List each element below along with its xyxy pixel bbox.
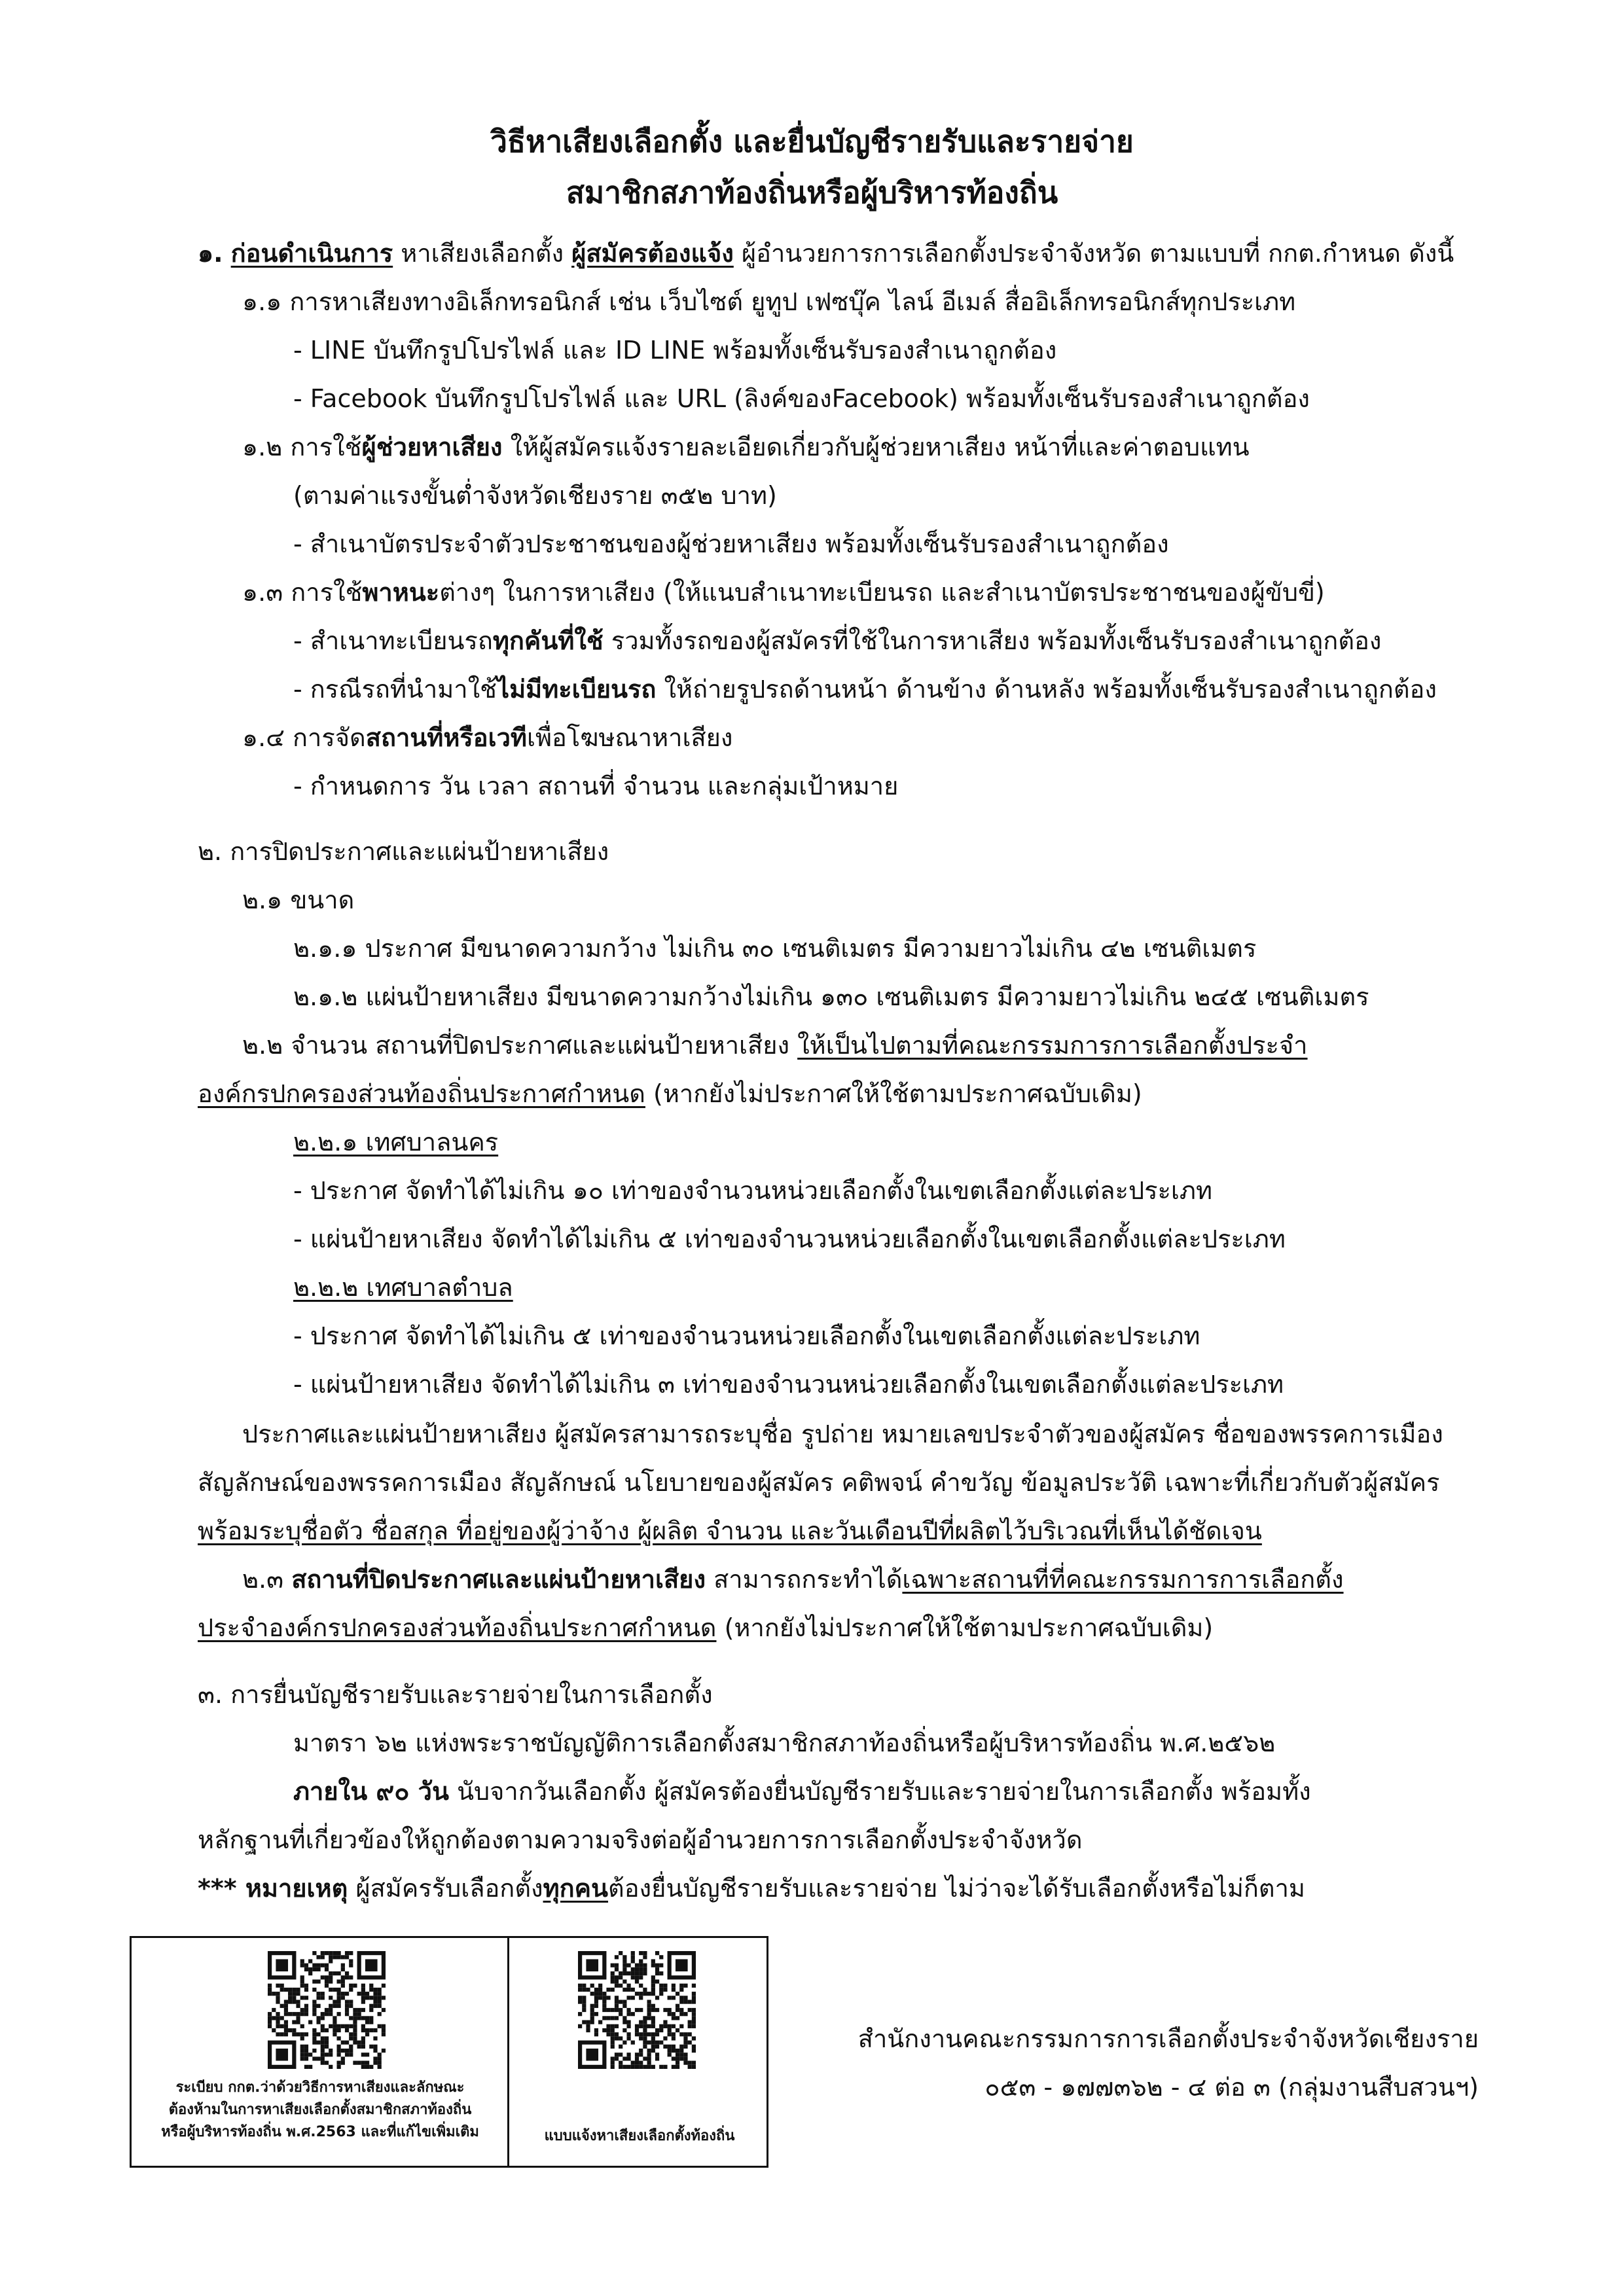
item-1-2-pre: ๑.๒ การใช้: [242, 433, 362, 461]
item-1-3a-pre: - สำเนาทะเบียนรถ: [293, 626, 493, 655]
section-1-number: ๑.: [198, 239, 223, 268]
section-3-within-2: หลักฐานที่เกี่ยวข้องให้ถูกต้องตามความจริงต่อผู้อำนวยการการเลือกตั้งประจำจังหวัด: [198, 1825, 1083, 1854]
note-post: ต้องยื่นบัญชีรายรับและรายจ่าย ไม่ว่าจะได้รับเลือกตั้งหรือไม่ก็ตาม: [608, 1874, 1305, 1903]
footer-office: สำนักงานคณะกรรมการการเลือกตั้งประจำจังหวัดเชียงราย: [857, 2024, 1479, 2053]
section-3-within: [293, 1775, 1311, 1808]
item-1-4: [242, 721, 733, 754]
qr-box-divider: [507, 1938, 509, 2166]
item-2-3-line-2: [198, 1611, 1213, 1644]
item-2-2-1-heading: ๒.๒.๑ เทศบาลนคร: [293, 1128, 499, 1157]
regulation-qr-caption: [138, 2077, 502, 2144]
item-2-3-mid: สามารถกระทำได้: [706, 1565, 903, 1594]
item-1-3-post: ต่างๆ ในการหาเสียง (ให้แนบสำเนาทะเบียนรถ และสำเนาบัตรประชาชนของผู้ขับขี่): [439, 578, 1325, 607]
campaign-form-qr-caption: แบบแจ้งหาเสียงเลือกตั้งท้องถิ่น: [544, 2128, 735, 2144]
section-3-heading: ๓. การยื่นบัญชีรายรับและรายจ่ายในการเลือกตั้ง: [198, 1680, 713, 1709]
item-2-2-post: (หากยังไม่ประกาศให้ใช้ตามประกาศฉบับเดิม): [645, 1079, 1142, 1108]
item-2-2-line-2: [198, 1077, 1142, 1110]
item-2-2-underline-1: ให้เป็นไปตามที่คณะกรรมการการเลือกตั้งประจำ: [797, 1031, 1308, 1060]
item-1-2-wage: (ตามค่าแรงขั้นต่ำจังหวัดเชียงราย ๓๕๒ บาท): [293, 481, 777, 510]
item-2-2-2-sign: - แผ่นป้ายหาเสียง จัดทำได้ไม่เกิน ๓ เท่าของจำนวนหน่วยเลือกตั้งในเขตเลือกตั้งแต่ละประเภท: [293, 1370, 1284, 1399]
section-2-heading: ๒. การปิดประกาศและแผ่นป้ายหาเสียง: [198, 837, 609, 866]
item-2-3-underline-1: เฉพาะสถานที่ที่คณะกรรมการการเลือกตั้ง: [902, 1565, 1344, 1594]
item-2-2-line-1: [242, 1029, 1308, 1062]
paragraph-line-2: สัญลักษณ์ของพรรคการเมือง สัญลักษณ์ นโยบายของผู้สมัคร คติพจน์ คำขวัญ ข้อมูลประวัติ เฉพาะที่เกี่ยวกับตัวผู้สมัคร: [198, 1468, 1440, 1497]
item-1-1: ๑.๑ การหาเสียงทางอิเล็กทรอนิกส์ เช่น เว็บไซต์ ยูทูป เฟซบุ๊ค ไลน์ อีเมล์ สื่ออิเล็กทรอนิกส์ทุกประเภท: [242, 287, 1296, 316]
item-2-3-post: (หากยังไม่ประกาศให้ใช้ตามประกาศฉบับเดิม): [716, 1613, 1214, 1642]
section-1-text-a: หาเสียงเลือกตั้ง: [393, 239, 572, 268]
item-1-3-pre: ๑.๓ การใช้: [242, 578, 363, 607]
item-2-2-1-notice: - ประกาศ จัดทำได้ไม่เกิน ๑๐ เท่าของจำนวนหน่วยเลือกตั้งในเขตเลือกตั้งแต่ละประเภท: [293, 1176, 1212, 1205]
section-3-within-bold: ภายใน ๙๐ วัน: [293, 1777, 449, 1806]
regulation-caption-line-3: หรือผู้บริหารท้องถิ่น พ.ศ.2563 และที่แก้ไขเพิ่มเติม: [161, 2124, 479, 2140]
item-1-3-bold: พาหนะ: [362, 578, 440, 607]
section-3-law: มาตรา ๖๒ แห่งพระราชบัญญัติการเลือกตั้งสมาชิกสภาท้องถิ่นหรือผู้บริหารท้องถิ่น พ.ศ.๒๕๖๒: [293, 1729, 1276, 1757]
section-1-must-notify: ผู้สมัครต้องแจ้ง: [571, 239, 734, 268]
item-1-3a-post: รวมทั้งรถของผู้สมัครที่ใช้ในการหาเสียง พร้อมทั้งเซ็นรับรองสำเนาถูกต้อง: [603, 626, 1382, 655]
item-1-3-unregistered: [293, 673, 1437, 706]
section-1-lead: ก่อนดำเนินการ: [230, 239, 393, 268]
item-2-2-2-notice: - ประกาศ จัดทำได้ไม่เกิน ๕ เท่าของจำนวนหน่วยเลือกตั้งในเขตเลือกตั้งแต่ละประเภท: [293, 1321, 1200, 1350]
regulation-qr-code[interactable]: [268, 1951, 386, 2069]
paragraph-line-1: ประกาศและแผ่นป้ายหาเสียง ผู้สมัครสามารถระบุชื่อ รูปถ่าย หมายเลขประจำตัวของผู้สมัคร ชื่อของพรรคการเมือง: [242, 1420, 1443, 1448]
regulation-caption-line-2: ต้องห้ามในการหาเสียงเลือกตั้งสมาชิกสภาท้องถิ่น: [168, 2102, 472, 2118]
item-2-1-1: ๒.๑.๑ ประกาศ มีขนาดความกว้าง ไม่เกิน ๓๐ เซนติเมตร มีความยาวไม่เกิน ๔๒ เซนติเมตร: [293, 934, 1257, 963]
note-bold: *** หมายเหตุ: [198, 1874, 348, 1903]
note-underline: ทุกคน: [543, 1874, 609, 1903]
item-1-4-bold: สถานที่หรือเวที: [365, 723, 527, 752]
paragraph-line-3: พร้อมระบุชื่อตัว ชื่อสกุล ที่อยู่ของผู้ว่าจ้าง ผู้ผลิต จำนวน และวันเดือนปีที่ผลิตไว้บริเวณที่เห็นได้ชัดเจน: [198, 1516, 1262, 1545]
item-2-2-underline-2: องค์กรปกครองส่วนท้องถิ่นประกาศกำหนด: [198, 1079, 645, 1108]
item-1-3-registration: [293, 624, 1381, 657]
footer-phone: ๐๕๓ - ๑๗๗๓๖๒ - ๔ ต่อ ๓ (กลุ่มงานสืบสวนฯ): [984, 2073, 1479, 2102]
section-1-intro: [198, 237, 1454, 270]
qr-code-box: [130, 1936, 768, 2168]
item-1-2-bold: ผู้ช่วยหาเสียง: [361, 433, 503, 461]
section-1-text-b: ผู้อำนวยการการเลือกตั้งประจำจังหวัด ตามแบบที่ กกต.กำหนด ดังนี้: [733, 239, 1454, 268]
title-line-1: วิธีหาเสียงเลือกตั้ง และยื่นบัญชีรายรับและรายจ่าย: [490, 124, 1134, 159]
section-3-within-post: นับจากวันเลือกตั้ง ผู้สมัครต้องยื่นบัญชีรายรับและรายจ่ายในการเลือกตั้ง พร้อมทั้ง: [448, 1777, 1311, 1806]
note-mid: ผู้สมัครรับเลือกตั้ง: [348, 1874, 543, 1903]
item-1-3: [242, 576, 1325, 609]
item-2-2-pre: ๒.๒ จำนวน สถานที่ปิดประกาศและแผ่นป้ายหาเสียง: [242, 1031, 798, 1060]
regulation-caption-line-1: ระเบียบ กกต.ว่าด้วยวิธีการหาเสียงและลักษณะ: [175, 2079, 465, 2096]
item-1-3b-bold: ไม่มีทะเบียนรถ: [496, 675, 657, 704]
item-1-3a-bold: ทุกคันที่ใช้: [492, 626, 604, 655]
item-2-3-bold: สถานที่ปิดประกาศและแผ่นป้ายหาเสียง: [291, 1565, 706, 1594]
item-1-3b-post: ให้ถ่ายรูปรถด้านหน้า ด้านข้าง ด้านหลัง พร้อมทั้งเซ็นรับรองสำเนาถูกต้อง: [656, 675, 1437, 704]
item-1-2-post: ให้ผู้สมัครแจ้งรายละเอียดเกี่ยวกับผู้ช่วยหาเสียง หน้าที่และค่าตอบแทน: [502, 433, 1250, 461]
item-2-2-1-sign: - แผ่นป้ายหาเสียง จัดทำได้ไม่เกิน ๕ เท่าของจำนวนหน่วยเลือกตั้งในเขตเลือกตั้งแต่ละประเภท: [293, 1225, 1286, 1253]
item-2-3-underline-2: ประจำองค์กรปกครองส่วนท้องถิ่นประกาศกำหนด: [198, 1613, 717, 1642]
item-1-1-facebook: - Facebook บันทึกรูปโปรไฟล์ และ URL (ลิงค์ของFacebook) พร้อมทั้งเซ็นรับรองสำเนาถูกต้อง: [293, 384, 1310, 413]
item-1-4-post: เพื่อโฆษณาหาเสียง: [526, 723, 733, 752]
item-1-4-schedule: - กำหนดการ วัน เวลา สถานที่ จำนวน และกลุ่มเป้าหมาย: [293, 772, 899, 800]
campaign-form-qr-code[interactable]: [578, 1951, 696, 2069]
item-1-1-line: - LINE บันทึกรูปโปรไฟล์ และ ID LINE พร้อมทั้งเซ็นรับรองสำเนาถูกต้อง: [293, 336, 1057, 365]
section-3-note: [198, 1872, 1305, 1905]
item-1-3b-pre: - กรณีรถที่นำมาใช้: [293, 675, 497, 704]
item-1-4-pre: ๑.๔ การจัด: [242, 723, 366, 752]
item-2-3-num: ๒.๓: [242, 1565, 292, 1594]
item-2-2-2-heading: ๒.๒.๒ เทศบาลตำบล: [293, 1273, 513, 1302]
item-1-2: [242, 431, 1250, 463]
item-2-1: ๒.๑ ขนาด: [242, 886, 355, 914]
title-line-2: สมาชิกสภาท้องถิ่นหรือผู้บริหารท้องถิ่น: [566, 175, 1058, 210]
item-1-2-id-copy: - สำเนาบัตรประจำตัวประชาชนของผู้ช่วยหาเสียง พร้อมทั้งเซ็นรับรองสำเนาถูกต้อง: [293, 529, 1169, 558]
item-2-1-2: ๒.๑.๒ แผ่นป้ายหาเสียง มีขนาดความกว้างไม่เกิน ๑๓๐ เซนติเมตร มีความยาวไม่เกิน ๒๔๕ เซนติเมตร: [293, 982, 1369, 1011]
item-2-3-line-1: [242, 1563, 1344, 1596]
